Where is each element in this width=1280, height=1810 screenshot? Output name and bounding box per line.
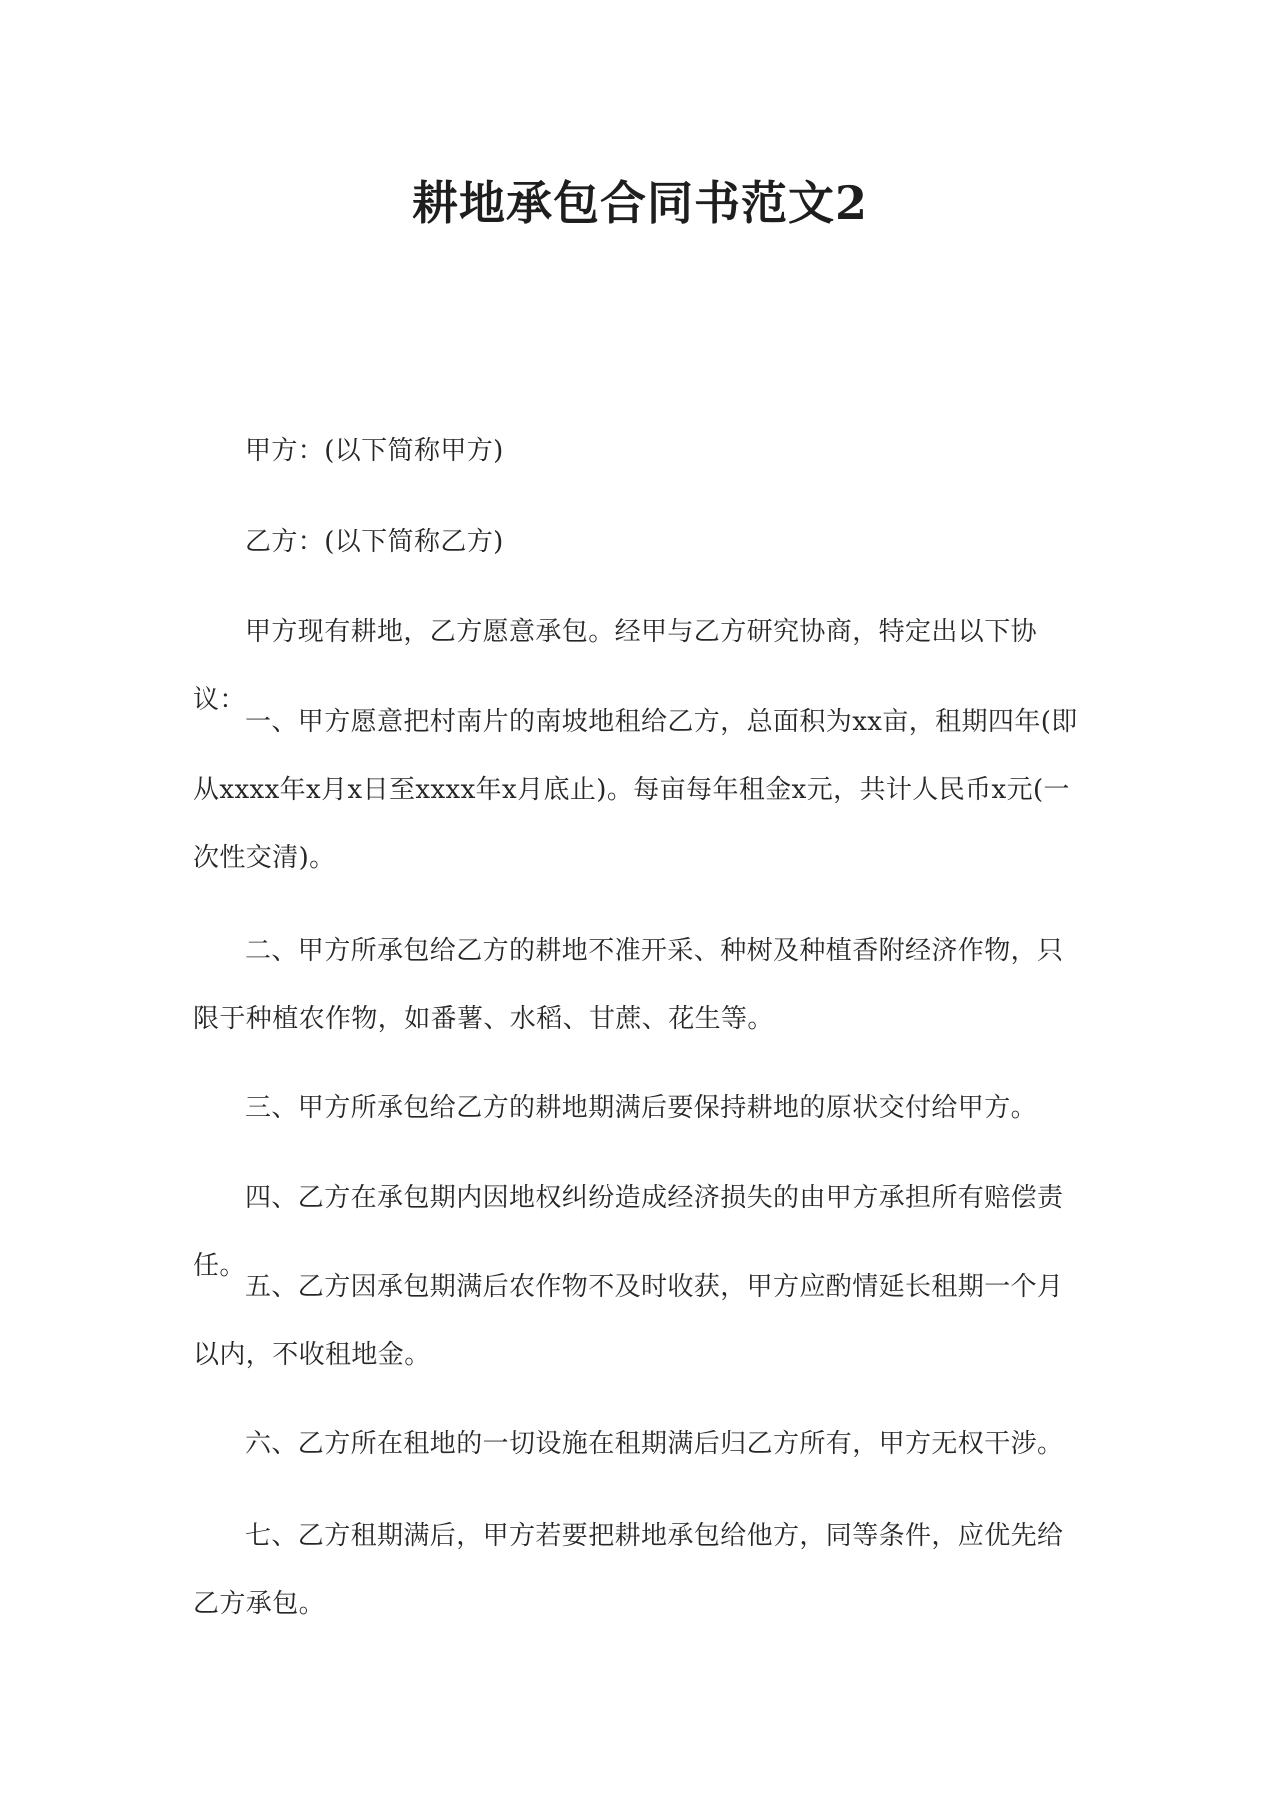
clause-1: 一、甲方愿意把村南片的南坡地租给乙方，总面积为xx亩，租期四年(即从xxxx年x月x日至xxxx年x月底止)。每亩每年租金x元，共计人民币x元(一次性交清)。 xyxy=(193,707,1078,873)
party-b-line: 乙方：(以下简称乙方) xyxy=(245,527,504,557)
party-a-line: 甲方：(以下简称甲方) xyxy=(245,436,504,466)
clause-2: 二、甲方所承包给乙方的耕地不准开采、种树及种植香附经济作物，只限于种植农作物，如番薯、水稻、甘蔗、花生等。 xyxy=(193,936,1064,1034)
clause-5: 五、乙方因承包期满后农作物不及时收获，甲方应酌情延长租期一个月以内，不收租地金。 xyxy=(193,1272,1064,1370)
clause-7: 七、乙方租期满后，甲方若要把耕地承包给他方，同等条件，应优先给乙方承包。 xyxy=(193,1521,1064,1619)
intro-paragraph: 甲方现有耕地，乙方愿意承包。经甲与乙方研究协商，特定出以下协议： xyxy=(193,617,1038,715)
clause-3: 三、甲方所承包给乙方的耕地期满后要保持耕地的原状交付给甲方。 xyxy=(245,1093,1038,1123)
document-title: 耕地承包合同书范文2 xyxy=(411,176,868,230)
clause-4: 四、乙方在承包期内因地权纠纷造成经济损失的由甲方承担所有赔偿责任。 xyxy=(193,1183,1064,1281)
clause-6: 六、乙方所在租地的一切设施在租期满后归乙方所有，甲方无权干涉。 xyxy=(245,1429,1064,1459)
